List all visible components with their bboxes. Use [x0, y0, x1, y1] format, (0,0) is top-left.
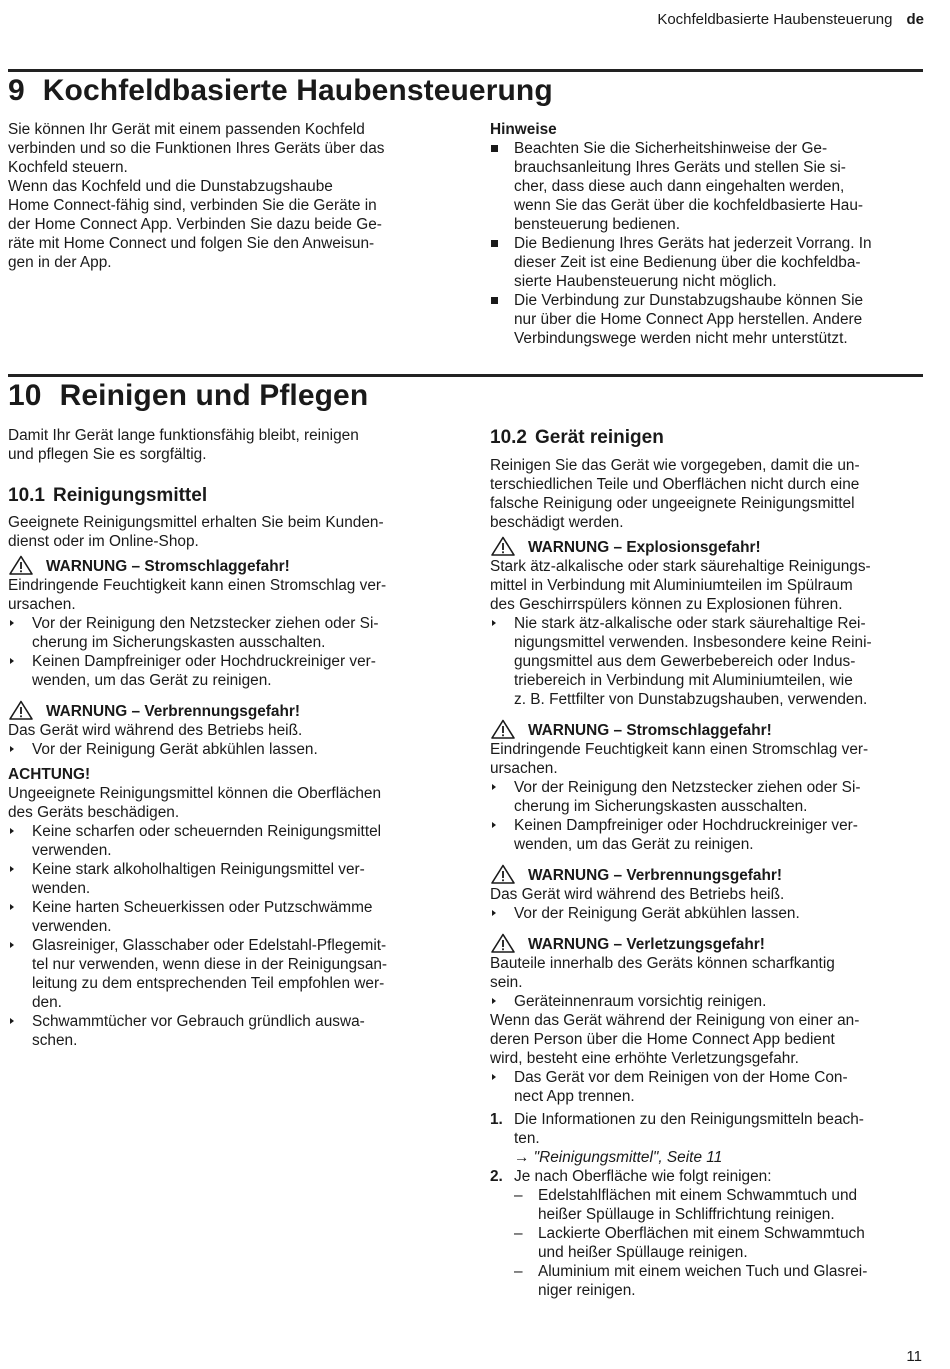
running-header — [657, 11, 924, 28]
list-item: Nie stark ätz-alkalische oder stark säurehaltige Rei- nigungsmittel verwenden. Insbesondere keine Reini- gungsmittel aus dem Gewerbebereich oder Indus- triebereich in Verbindung mit Aluminiumteilen, wie z. B. Fettfilter von Dunstabzugshauben, verwenden. — [490, 614, 922, 709]
triangle-bullet-icon — [10, 658, 14, 664]
list-item: Keine harten Scheuerkissen oder Putzschwämme verwenden. — [8, 898, 440, 936]
list-item: – Edelstahlflächen mit einem Schwammtuch und heißer Spüllauge in Schliffrichtung reinigen. — [514, 1187, 858, 1223]
warning-icon — [9, 555, 33, 575]
list-item: Keinen Dampfreiniger oder Hochdruckreiniger ver- wenden, um das Gerät zu reinigen. — [8, 652, 440, 690]
attention-title: ACHTUNG! — [8, 766, 91, 783]
list-item: Vor der Reinigung den Netzstecker ziehen oder Si- cherung im Sicherungskasten ausschalten. — [8, 614, 440, 652]
section-10-heading: 10 Reinigen und Pflegen — [8, 379, 369, 412]
triangle-bullet-icon — [10, 1018, 14, 1024]
warning-icon — [491, 719, 515, 739]
section-9-notes — [490, 120, 922, 348]
list-item: Die Bedienung Ihres Geräts hat jederzeit Vorrang. In dieser Zeit ist eine Bedienung über die kochfeldba- sierte Haubensteuerung nicht möglich. — [490, 234, 922, 291]
triangle-bullet-icon — [492, 998, 496, 1004]
triangle-bullet-icon — [492, 910, 496, 916]
warning-title: WARNUNG – Verbrennungsgefahr! — [8, 702, 440, 721]
list-item: Das Gerät vor dem Reinigen von der Home Con- nect App trennen. — [490, 1068, 922, 1106]
warning-title: WARNUNG – Explosionsgefahr! — [490, 538, 922, 557]
notes-title: Hinweise — [490, 121, 557, 138]
square-bullet-icon — [491, 240, 498, 247]
dash-bullet-icon: – — [514, 1225, 523, 1242]
square-bullet-icon — [491, 145, 498, 152]
warning-title: WARNUNG – Verletzungsgefahr! — [490, 935, 922, 954]
section-9-heading: 9 Kochfeldbasierte Haubensteuerung — [8, 74, 553, 107]
section-10-right: 10.2 Gerät reinigen Reinigen Sie das Gerät wie vorgegeben, damit die un- terschiedlichen Teile und Oberflächen nicht durch eine falsche Reinigung oder ungeeignete Reinigungsmittel beschädigt werden. WARNUNG – Explosionsgefahr! Stark ätz-alkalische oder stark säurehaltige Reinigungs- mittel in Verbindung mit Aluminiumteilen im Spülraum des Geschirrspülers können zu Explosionen führen. Nie stark ätz-alkalische oder stark säurehaltige Rei- nigungsmittel verwenden. Insbesondere keine Reini- gungsmittel aus dem Gewerbebereich oder Indus- triebereich in Verbindung mit Aluminiumteilen, wie z. B. Fettfilter von Dunstabzugshauben, verwenden. WARNUNG – Stromschlaggefahr! Eindringende Feuchtigkeit kann einen Stromschlag ver- ursachen. Vor der Reinigung den Netzstecker ziehen oder Si- cherung im Sicherungskasten ausschalten. Keinen Dampfreiniger oder Hochdruckreiniger ver- wenden, um das Gerät zu reinigen. WARNUNG – Verbrennungsgefahr! Das Gerät wird während des Betriebs heiß. Vor der Reinigung Gerät abkühlen lassen. WARNUNG – Verletzungsgefahr! Bauteile innerhalb des Geräts können scharfkantig sein. Geräteinnenraum vorsichtig reinigen. Wenn das Gerät während der Reinigung von einer an- deren Person über die Home Connect App bedient wird, besteht eine erhöhte Verletzungsgefahr. Das Gerät vor dem Reinigen von der Home Con- nect App trennen. 1. Die Informationen zu den Reinigungsmitteln beach- ten. → "Reinigungsmittel", Seite 11 2. Je nach Oberfläche wie folgt reinigen: – Edelstahlflächen mit einem Schwammtuch und heißer Spüllauge in Schliffrichtung reinigen. – Lackierte Oberflächen mit einem Schwammtuch und heißer Spüllauge reinigen. – Aluminium mit einem weichen Tuch und Glasrei- niger reinigen. — [490, 428, 922, 1300]
step-item: 2. Je nach Oberfläche wie folgt reinigen: — [490, 1168, 772, 1185]
list-item: – Aluminium mit einem weichen Tuch und Glasrei- niger reinigen. — [514, 1263, 868, 1299]
list-item: Vor der Reinigung Gerät abkühlen lassen. — [8, 740, 440, 759]
section-10-left: Damit Ihr Gerät lange funktionsfähig bleibt, reinigen und pflegen Sie es sorgfältig. 10.1 Reinigungsmittel Geeignete Reinigungsmittel erhalten Sie beim Kunden- dienst oder im Online-Shop. WARNUNG – Stromschlaggefahr! Eindringende Feuchtigkeit kann einen Stromschlag ver- ursachen. Vor der Reinigung den Netzstecker ziehen oder Si- cherung im Sicherungskasten ausschalten. Keinen Dampfreiniger oder Hochdruckreiniger ver- wenden, um das Gerät zu reinigen. WARNUNG – Verbrennungsgefahr! Das Gerät wird während des Betriebs heiß. Vor der Reinigung Gerät abkühlen lassen. ACHTUNG! Ungeeignete Reinigungsmittel können die Oberflächen des Geräts beschädigen. Keine scharfen oder scheuernden Reinigungsmittel verwenden. Keine stark alkoholhaltigen Reinigungsmittel ver- wenden. Keine harten Scheuerkissen oder Putzschwämme verwenden. Glasreiniger, Glasschaber oder Edelstahl-Pflegemit- tel nur verwenden, wenn diese in der Reinigungsan- leitung zu dem entsprechenden Teil empfohlen wer- den. Schwammtücher vor Gebrauch gründlich auswa- schen. — [8, 426, 440, 1050]
triangle-bullet-icon — [10, 904, 14, 910]
triangle-bullet-icon — [10, 828, 14, 834]
list-item: Die Verbindung zur Dunstabzugshaube können Sie nur über die Home Connect App herstellen. Andere Verbindungswege werden nicht mehr unterstützt. — [490, 291, 922, 348]
subsection-10-2-heading: 10.2 Gerät reinigen — [490, 427, 664, 448]
list-item: Geräteinnenraum vorsichtig reinigen. — [490, 992, 922, 1011]
square-bullet-icon — [491, 297, 498, 304]
list-item: Keine stark alkoholhaltigen Reinigungsmittel ver- wenden. — [8, 860, 440, 898]
warning-icon — [491, 536, 515, 556]
warning-title: WARNUNG – Stromschlaggefahr! — [8, 557, 440, 576]
section-9-body: Sie können Ihr Gerät mit einem passenden Kochfeld verbinden und so die Funktionen Ihres Geräts über das Kochfeld steuern. Wenn das Kochfeld und die Dunstabzugshaube Home Connect-fähig sind, verbinden Sie die Geräte in der Home Connect App. Verbinden Sie dazu beide Ge- räte mit Home Connect und folgen Sie den Anweisun- gen in der App. — [8, 121, 385, 271]
list-item: Vor der Reinigung Gerät abkühlen lassen. — [490, 904, 922, 923]
language-code: de — [906, 11, 924, 28]
warning-icon — [491, 933, 515, 953]
list-item: Glasreiniger, Glasschaber oder Edelstahl-Pflegemit- tel nur verwenden, wenn diese in der Reinigungsan- leitung zu dem entsprechenden Teil empfohlen wer- den. — [8, 936, 440, 1012]
triangle-bullet-icon — [492, 1074, 496, 1080]
triangle-bullet-icon — [10, 746, 14, 752]
triangle-bullet-icon — [10, 620, 14, 626]
list-item: Schwammtücher vor Gebrauch gründlich auswa- schen. — [8, 1012, 440, 1050]
warning-title: WARNUNG – Verbrennungsgefahr! — [490, 866, 922, 885]
page-number: 11 — [906, 1348, 922, 1365]
warning-icon — [491, 864, 515, 884]
step-item: 1. Die Informationen zu den Reinigungsmitteln beach- ten. → "Reinigungsmittel", Seite 11 — [490, 1110, 922, 1167]
subsection-10-1-heading: 10.1 Reinigungsmittel — [8, 485, 208, 506]
triangle-bullet-icon — [492, 822, 496, 828]
warning-icon — [9, 700, 33, 720]
list-item: Beachten Sie die Sicherheitshinweise der Ge- brauchsanleitung Ihres Geräts und stellen Sie si- cher, dass diese auch dann eingehalten werden, wenn Sie das Gerät über die kochfeldbasierte Hau- bensteuerung bedienen. — [490, 139, 922, 234]
triangle-bullet-icon — [10, 942, 14, 948]
triangle-bullet-icon — [492, 620, 496, 626]
cross-reference-link[interactable]: → "Reinigungsmittel", Seite 11 — [514, 1149, 723, 1166]
list-item: Keine scharfen oder scheuernden Reinigungsmittel verwenden. — [8, 822, 440, 860]
running-header-title: Kochfeldbasierte Haubensteuerung — [657, 11, 893, 28]
warning-title: WARNUNG – Stromschlaggefahr! — [490, 721, 922, 740]
list-item: Keinen Dampfreiniger oder Hochdruckreiniger ver- wenden, um das Gerät zu reinigen. — [490, 816, 922, 854]
dash-bullet-icon: – — [514, 1187, 523, 1204]
triangle-bullet-icon — [492, 784, 496, 790]
triangle-bullet-icon — [10, 866, 14, 872]
dash-bullet-icon: – — [514, 1263, 523, 1280]
section-rule — [8, 69, 923, 72]
list-item: – Lackierte Oberflächen mit einem Schwammtuch und heißer Spüllauge reinigen. — [514, 1225, 865, 1261]
section-rule — [8, 374, 923, 377]
list-item: Vor der Reinigung den Netzstecker ziehen oder Si- cherung im Sicherungskasten ausschalten. — [490, 778, 922, 816]
